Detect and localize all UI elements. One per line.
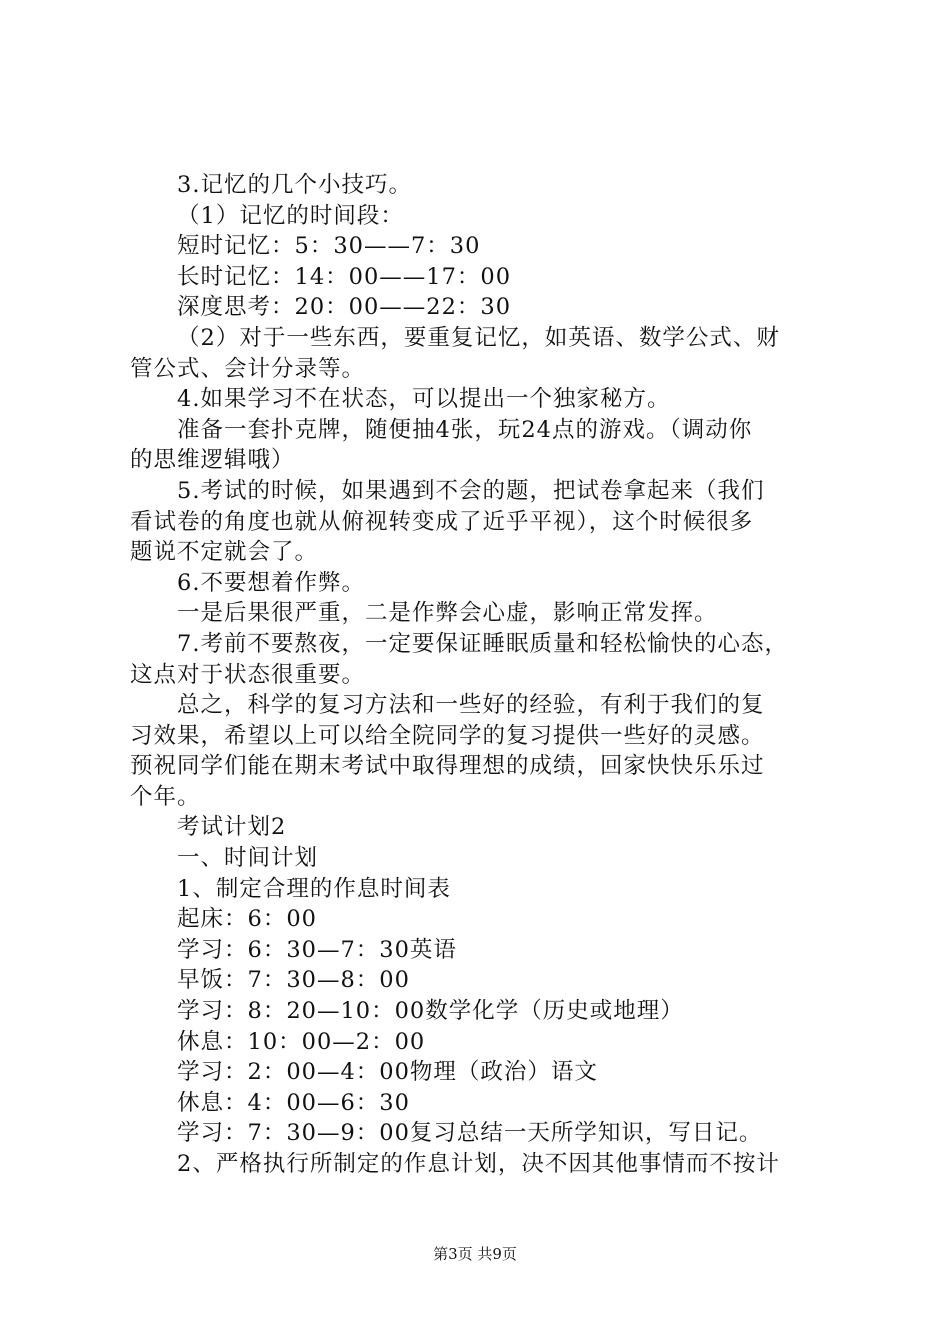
text-line: 看试卷的角度也就从俯视转变成了近乎平视），这个时候很多 xyxy=(130,508,754,535)
text-line: 一、时间计划 xyxy=(177,845,319,872)
text-line: 这点对于状态很重要。 xyxy=(130,661,366,688)
text-line: （1）记忆的时间段： xyxy=(177,202,404,229)
text-line: 7.考前不要熬夜，一定要保证睡眠质量和轻松愉快的心态， xyxy=(177,630,788,657)
text-line: 学习：7：30—9：00复习总结一天所学知识，写日记。 xyxy=(177,1120,763,1147)
page-footer: 第3页 共9页 xyxy=(433,1245,517,1263)
text-line: 3.记忆的几个小技巧。 xyxy=(177,172,412,198)
text-line: 管公式、会计分录等。 xyxy=(130,355,366,382)
text-line: 准备一套扑克牌，随便抽4张，玩24点的游戏。（调动你 xyxy=(177,416,753,443)
text-line: 总之，科学的复习方法和一些好的经验，有利于我们的复 xyxy=(177,692,765,719)
text-line: 学习：8：20—10：00数学化学（历史或地理） xyxy=(177,998,684,1025)
text-line: 6.不要想着作弊。 xyxy=(177,569,365,596)
text-line: 题说不定就会了。 xyxy=(130,539,319,566)
text-line: 休息：4：00—6：30 xyxy=(177,1089,410,1116)
text-line: 一是后果很严重，二是作弊会心虚，影响正常发挥。 xyxy=(177,600,718,627)
document-body xyxy=(130,170,830,1180)
text-line: 短时记忆：5：30——7：30 xyxy=(177,233,481,260)
text-line: 5.考试的时候，如果遇到不会的题，把试卷拿起来（我们 xyxy=(177,477,765,504)
text-line: 学习：6：30—7：30英语 xyxy=(177,936,457,963)
text-line: 预祝同学们能在期末考试中取得理想的成绩，回家快快乐乐过 xyxy=(130,753,765,780)
text-line: 休息：10：00—2：00 xyxy=(177,1028,426,1055)
text-line: 起床：6：00 xyxy=(177,906,317,933)
text-line: 考试计划2 xyxy=(177,814,287,841)
text-line: 深度思考：20：00——22：30 xyxy=(177,294,512,321)
text-line: 4.如果学习不在状态，可以提出一个独家秘方。 xyxy=(177,386,671,413)
text-line: 长时记忆：14：00——17：00 xyxy=(177,263,512,290)
text-line: 习效果，希望以上可以给全院同学的复习提供一些好的灵感。 xyxy=(130,722,765,749)
text-line: 个年。 xyxy=(130,783,201,810)
text-line: 1、制定合理的作息时间表 xyxy=(177,875,451,902)
text-line: 早饭：7：30—8：00 xyxy=(177,967,410,994)
text-line: （2）对于一些东西，要重复记忆，如英语、数学公式、财 xyxy=(177,324,780,351)
text-line: 的思维逻辑哦） xyxy=(130,447,295,474)
text-line: 学习：2：00—4：00物理（政治）语文 xyxy=(177,1059,598,1086)
text-line: 2、严格执行所制定的作息计划，决不因其他事情而不按计 xyxy=(177,1151,780,1177)
